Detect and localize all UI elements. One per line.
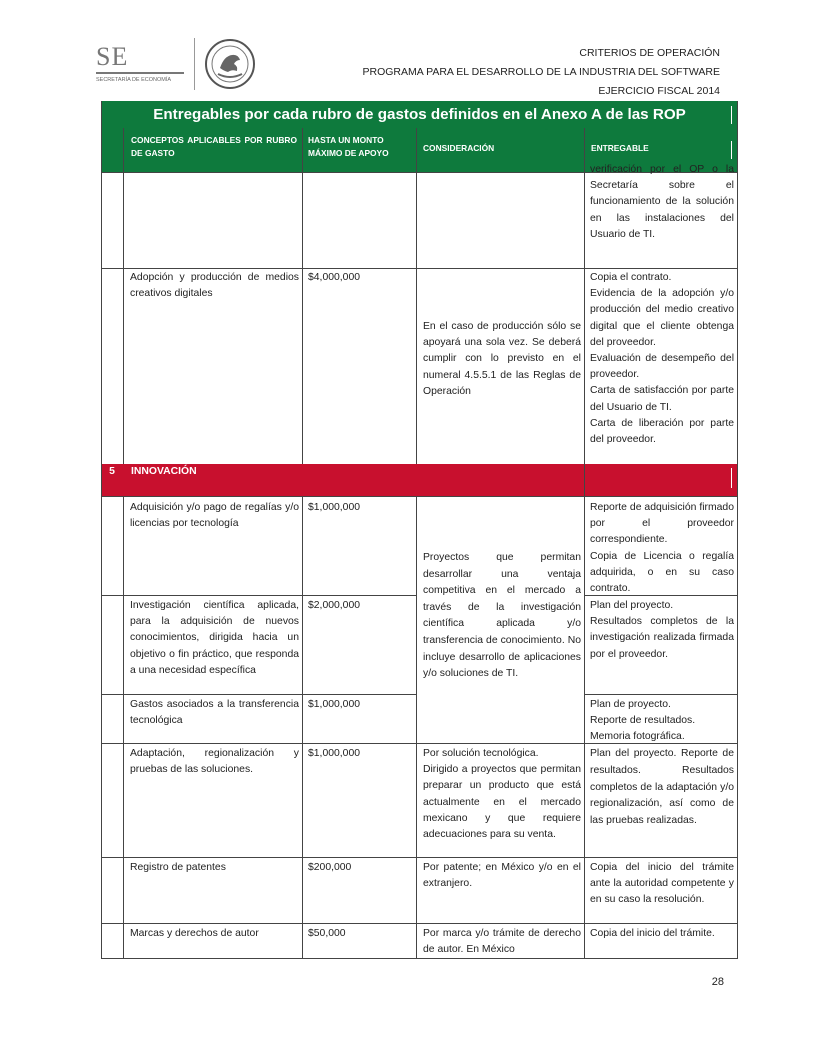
header-max-amount: HASTA UN MONTO MÁXIMO DE APOYO bbox=[308, 135, 389, 158]
transferencia-deliverable-1: Plan de proyecto. bbox=[590, 699, 671, 710]
regalias-concept: Adquisición y/o pago de regalías y/o licencias por tecnología bbox=[130, 502, 299, 530]
col-divider-1b bbox=[123, 496, 124, 959]
adaptacion-consideration-1: Por solución tecnológica. bbox=[423, 748, 539, 759]
header-line-criteria: CRITERIOS DE OPERACIÓN bbox=[579, 47, 720, 59]
section-title: INNOVACIÓN bbox=[131, 466, 197, 477]
header-concepts: CONCEPTOS APLICABLES POR RUBRO DE GASTO bbox=[131, 135, 297, 158]
marcas-deliverable: Copia del inicio del trámite. bbox=[590, 928, 715, 939]
table-title: Entregables por cada rubro de gastos definidos en el Anexo A de las ROP bbox=[101, 101, 738, 128]
table-border-right bbox=[737, 101, 738, 959]
header-line-program: PROGRAMA PARA EL DESARROLLO DE LA INDUSTRIA DEL SOFTWARE bbox=[362, 66, 720, 78]
mexican-seal-icon bbox=[204, 38, 256, 90]
title-tick bbox=[731, 106, 732, 124]
regalias-deliverables bbox=[587, 500, 737, 597]
regalias-deliverable-2: Copia de Licencia o regalía adquirida, o en su caso contrato. bbox=[590, 550, 734, 595]
cont-deliverable bbox=[587, 164, 737, 268]
regalias-amount: $1,000,000 bbox=[308, 502, 361, 513]
se-logo-subtitle: SECRETARÍA DE ECONOMÍA bbox=[96, 77, 172, 83]
adopcion-deliverable-1: Copia el contrato. bbox=[590, 272, 672, 283]
row-line-investigacion-right bbox=[584, 694, 738, 695]
header-deliverable: ENTREGABLE bbox=[591, 143, 649, 153]
adopcion-deliverable-3: Evaluación de desempeño del proveedor. bbox=[590, 353, 734, 381]
col-divider-2b bbox=[302, 496, 303, 959]
adopcion-deliverables bbox=[587, 270, 737, 448]
marcas-consideration: Por marca y/o trámite de derecho de autor. En México bbox=[423, 928, 581, 956]
investigacion-amount: $2,000,000 bbox=[308, 600, 361, 611]
investigacion-concept: Investigación científica aplicada, para la adquisición de nuevos conocimientos, dirigida hacia un objetivo o fin práctico, que responda a una necesidad específica bbox=[130, 600, 299, 676]
row-line-regalias-left bbox=[101, 595, 416, 596]
page-number: 28 bbox=[711, 976, 724, 988]
transferencia-amount: $1,000,000 bbox=[308, 699, 361, 710]
adaptacion-amount: $1,000,000 bbox=[308, 748, 361, 759]
section-tick bbox=[731, 468, 732, 488]
transferencia-deliverable-2: Reporte de resultados. bbox=[590, 715, 696, 727]
col-divider-4a bbox=[584, 128, 585, 464]
adopcion-deliverable-5: Carta de liberación por parte del proveedor. bbox=[590, 417, 734, 446]
marcas-concept: Marcas y derechos de autor bbox=[130, 928, 259, 939]
adopcion-concept: Adopción y producción de medios creativos digitales bbox=[130, 272, 299, 300]
col-divider-2a bbox=[302, 128, 303, 464]
investigacion-deliverable-2: Resultados completos de la investigación realizada firmada por el proveedor. bbox=[590, 616, 734, 660]
adaptacion-consideration bbox=[420, 746, 584, 843]
cont-deliverable-text: verificación por el OP o la Secretaría sobre el funcionamiento de la solución en las instalaciones del Usuario de TI. bbox=[590, 164, 734, 240]
col-divider-1a bbox=[123, 128, 124, 464]
adaptacion-deliverable: Plan del proyecto. Reporte de resultados. Resultados completos de la adaptación y/o regionalización, así como de las pruebas realizadas. bbox=[590, 748, 734, 827]
patentes-consideration: Por patente; en México y/o en el extranjero. bbox=[423, 862, 581, 890]
row-line-section bbox=[101, 496, 738, 497]
adaptacion-concept: Adaptación, regionalización y pruebas de las soluciones. bbox=[130, 748, 299, 776]
adopcion-amount: $4,000,000 bbox=[308, 272, 361, 283]
innovation-consideration: Proyectos que permitan desarrollar una ventaja competitiva en el mercado a través de la investigación científica aplicada y/o transferencia de conocimiento. No incluye desarrollo de aplicaciones y/o soluciones de TI. bbox=[423, 552, 581, 680]
investigacion-deliverables bbox=[587, 598, 737, 663]
investigacion-deliverable-1: Plan del proyecto. bbox=[590, 600, 674, 611]
document-header bbox=[363, 44, 720, 101]
logo-divider bbox=[194, 38, 195, 90]
row-line-patentes bbox=[101, 923, 738, 924]
header-tick bbox=[731, 141, 732, 159]
patentes-concept: Registro de patentes bbox=[130, 862, 226, 873]
se-logo bbox=[96, 44, 188, 84]
adaptacion-consideration-2: Dirigido a proyectos que permitan preparar un producto que está actualmente en el mercado mexicano y que requiere adecuaciones para su venta. bbox=[423, 764, 581, 841]
marcas-amount: $50,000 bbox=[308, 928, 346, 939]
se-logo-rule bbox=[96, 72, 184, 74]
section-row-innovation bbox=[101, 464, 738, 496]
header-consideration: CONSIDERACIÓN bbox=[423, 143, 495, 153]
adopcion-consideration: En el caso de producción sólo se apoyará una sola vez. Se deberá cumplir con lo previsto en el numeral 4.5.5.1 de las Reglas de Operación bbox=[423, 321, 581, 397]
se-logo-text: SE bbox=[96, 42, 129, 71]
col-divider-3b bbox=[416, 496, 417, 959]
table-border-left bbox=[101, 101, 102, 959]
regalias-deliverable-1: Reporte de adquisición firmado por el proveedor correspondiente. bbox=[590, 502, 734, 546]
header-line-fiscal-year: EJERCICIO FISCAL 2014 bbox=[598, 85, 720, 97]
col-divider-3a bbox=[416, 128, 417, 464]
transferencia-deliverable-3: Memoria fotográfica. bbox=[590, 731, 685, 743]
transferencia-deliverables bbox=[587, 697, 737, 746]
row-line-investigacion-left bbox=[101, 694, 416, 695]
row-line-cont bbox=[101, 268, 738, 269]
row-line-adaptacion bbox=[101, 857, 738, 858]
patentes-deliverable: Copia del inicio del trámite ante la autoridad competente y en su caso la resolución. bbox=[590, 862, 734, 906]
transferencia-concept: Gastos asociados a la transferencia tecnológica bbox=[130, 699, 299, 727]
adopcion-deliverable-2: Evidencia de la adopción y/o producción del medio creativo digital que el cliente obtenga del proveedor. bbox=[590, 288, 734, 348]
patentes-amount: $200,000 bbox=[308, 862, 352, 873]
section-row-end bbox=[583, 464, 736, 496]
adopcion-deliverable-4: Carta de satisfacción por parte del Usuario de TI. bbox=[590, 385, 734, 413]
section-number: 5 bbox=[109, 466, 115, 477]
col-divider-4b bbox=[584, 464, 585, 959]
